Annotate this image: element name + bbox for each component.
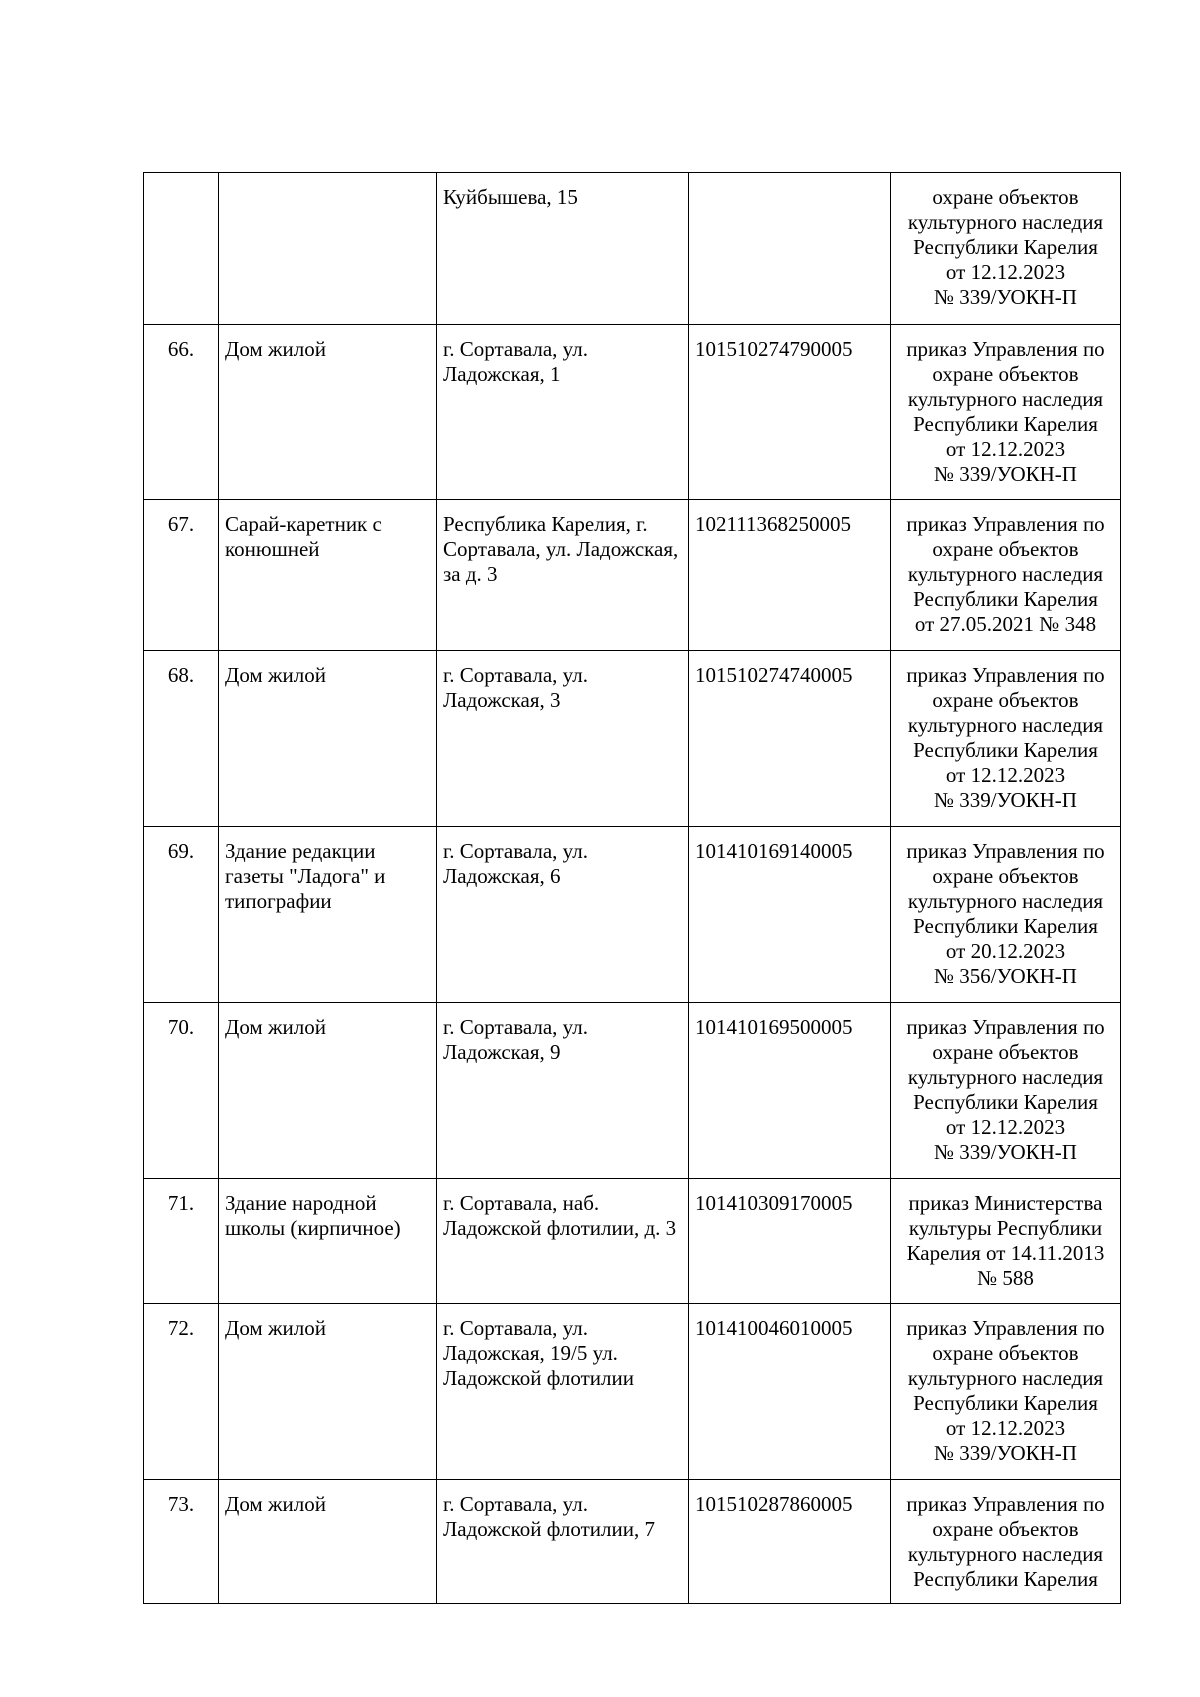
table-row (144, 1304, 1121, 1480)
legal-document-line: № 339/УОКН-П (934, 1441, 1077, 1465)
table-row (144, 1003, 1121, 1179)
legal-document-cell (891, 1480, 1121, 1604)
legal-document-line: № 339/УОКН-П (934, 462, 1077, 486)
legal-document-line: охране объектов (932, 537, 1079, 561)
registry-number-cell: 101410046010005 (689, 1304, 891, 1480)
row-number-cell (144, 173, 219, 325)
registry-number-cell: 101410169500005 (689, 1003, 891, 1179)
legal-document-line: культурного наследия (907, 387, 1104, 411)
table-row (144, 1480, 1121, 1604)
legal-document-line: № 339/УОКН-П (934, 1140, 1077, 1164)
legal-document-line: культурного наследия (907, 1542, 1104, 1566)
row-number-cell: 66. (144, 325, 219, 500)
legal-document-line: от 20.12.2023 (945, 939, 1066, 963)
legal-document-line: приказ Управления по (906, 337, 1105, 361)
legal-document-line: № 339/УОКН-П (934, 788, 1077, 812)
legal-document-line: культурного наследия (907, 1366, 1104, 1390)
legal-document-line: приказ Управления по (906, 663, 1105, 687)
table-row (144, 325, 1121, 500)
object-address-cell: Республика Карелия, г. Сортавала, ул. Ладожская, за д. 3 (437, 500, 689, 651)
legal-document-line: от 12.12.2023 (945, 1115, 1066, 1139)
object-address-cell: г. Сортавала, ул. Ладожская, 6 (437, 827, 689, 1003)
legal-document-line: № 588 (977, 1266, 1034, 1290)
legal-document-line: от 12.12.2023 (945, 437, 1066, 461)
legal-document-line: охране объектов (932, 1341, 1079, 1365)
legal-document-line: культурного наследия (907, 713, 1104, 737)
object-name-cell: Здание редакции газеты "Ладога" и типографии (219, 827, 437, 1003)
legal-document-line: № 356/УОКН-П (934, 964, 1077, 988)
table-row (144, 173, 1121, 325)
legal-document-line: приказ Управления по (906, 1316, 1105, 1340)
legal-document-cell (891, 1304, 1121, 1480)
legal-document-line: приказ Управления по (906, 839, 1105, 863)
table-row (144, 651, 1121, 827)
table-row (144, 827, 1121, 1003)
object-address-cell: г. Сортавала, ул. Ладожская, 9 (437, 1003, 689, 1179)
legal-document-line: Республики Карелия (913, 587, 1098, 611)
object-address-cell: г. Сортавала, ул. Ладожская, 1 (437, 325, 689, 500)
object-name-cell: Дом жилой (219, 1304, 437, 1480)
legal-document-line: приказ Управления по (906, 1015, 1105, 1039)
legal-document-cell (891, 1003, 1121, 1179)
legal-document-line: Республики Карелия (913, 1567, 1098, 1591)
legal-document-line: охране объектов (932, 1040, 1079, 1064)
object-address-cell: г. Сортавала, наб. Ладожской флотилии, д. 3 (437, 1179, 689, 1304)
legal-document-cell (891, 827, 1121, 1003)
table-body (144, 173, 1121, 1604)
row-number-cell: 69. (144, 827, 219, 1003)
object-address-cell: Куйбышева, 15 (437, 173, 689, 325)
legal-document-line: от 27.05.2021 № 348 (914, 612, 1097, 636)
object-name-cell (219, 173, 437, 325)
table-row (144, 1179, 1121, 1304)
object-name-cell: Сарай-каретник с конюшней (219, 500, 437, 651)
legal-document-line: охране объектов (932, 185, 1079, 209)
legal-document-line: культурного наследия (907, 210, 1104, 234)
registry-number-cell: 101510274740005 (689, 651, 891, 827)
legal-document-cell (891, 173, 1121, 325)
heritage-objects-table (143, 172, 1121, 1604)
legal-document-line: от 12.12.2023 (945, 1416, 1066, 1440)
object-address-cell: г. Сортавала, ул. Ладожская, 3 (437, 651, 689, 827)
legal-document-line: приказ Министерства (908, 1191, 1103, 1215)
object-address-cell: г. Сортавала, ул. Ладожская, 19/5 ул. Ладожской флотилии (437, 1304, 689, 1480)
legal-document-line: охране объектов (932, 362, 1079, 386)
legal-document-line: Республики Карелия (913, 914, 1098, 938)
legal-document-line: охране объектов (932, 688, 1079, 712)
row-number-cell: 71. (144, 1179, 219, 1304)
row-number-cell: 73. (144, 1480, 219, 1604)
legal-document-line: культурного наследия (907, 889, 1104, 913)
registry-number-cell: 101510287860005 (689, 1480, 891, 1604)
registry-number-cell: 102111368250005 (689, 500, 891, 651)
registry-number-cell: 101410309170005 (689, 1179, 891, 1304)
legal-document-cell (891, 500, 1121, 651)
legal-document-line: Республики Карелия (913, 738, 1098, 762)
legal-document-line: Республики Карелия (913, 1391, 1098, 1415)
object-name-cell: Дом жилой (219, 651, 437, 827)
table-row (144, 500, 1121, 651)
object-name-cell: Дом жилой (219, 1003, 437, 1179)
legal-document-line: Карелия от 14.11.2013 (906, 1241, 1105, 1265)
legal-document-line: охране объектов (932, 864, 1079, 888)
legal-document-cell (891, 1179, 1121, 1304)
legal-document-line: Республики Карелия (913, 235, 1098, 259)
legal-document-cell (891, 651, 1121, 827)
legal-document-line: приказ Управления по (906, 1492, 1105, 1516)
legal-document-cell (891, 325, 1121, 500)
registry-number-cell: 101410169140005 (689, 827, 891, 1003)
object-name-cell: Дом жилой (219, 325, 437, 500)
row-number-cell: 70. (144, 1003, 219, 1179)
legal-document-line: культурного наследия (907, 1065, 1104, 1089)
legal-document-line: приказ Управления по (906, 512, 1105, 536)
legal-document-line: от 12.12.2023 (945, 763, 1066, 787)
legal-document-line: культурного наследия (907, 562, 1104, 586)
object-address-cell: г. Сортавала, ул. Ладожской флотилии, 7 (437, 1480, 689, 1604)
legal-document-line: охране объектов (932, 1517, 1079, 1541)
row-number-cell: 68. (144, 651, 219, 827)
legal-document-line: № 339/УОКН-П (934, 285, 1077, 309)
registry-number-cell (689, 173, 891, 325)
legal-document-line: культуры Республики (908, 1216, 1103, 1240)
row-number-cell: 72. (144, 1304, 219, 1480)
legal-document-line: Республики Карелия (913, 1090, 1098, 1114)
row-number-cell: 67. (144, 500, 219, 651)
registry-number-cell: 101510274790005 (689, 325, 891, 500)
legal-document-line: Республики Карелия (913, 412, 1098, 436)
object-name-cell: Дом жилой (219, 1480, 437, 1604)
object-name-cell: Здание народной школы (кирпичное) (219, 1179, 437, 1304)
legal-document-line: от 12.12.2023 (945, 260, 1066, 284)
